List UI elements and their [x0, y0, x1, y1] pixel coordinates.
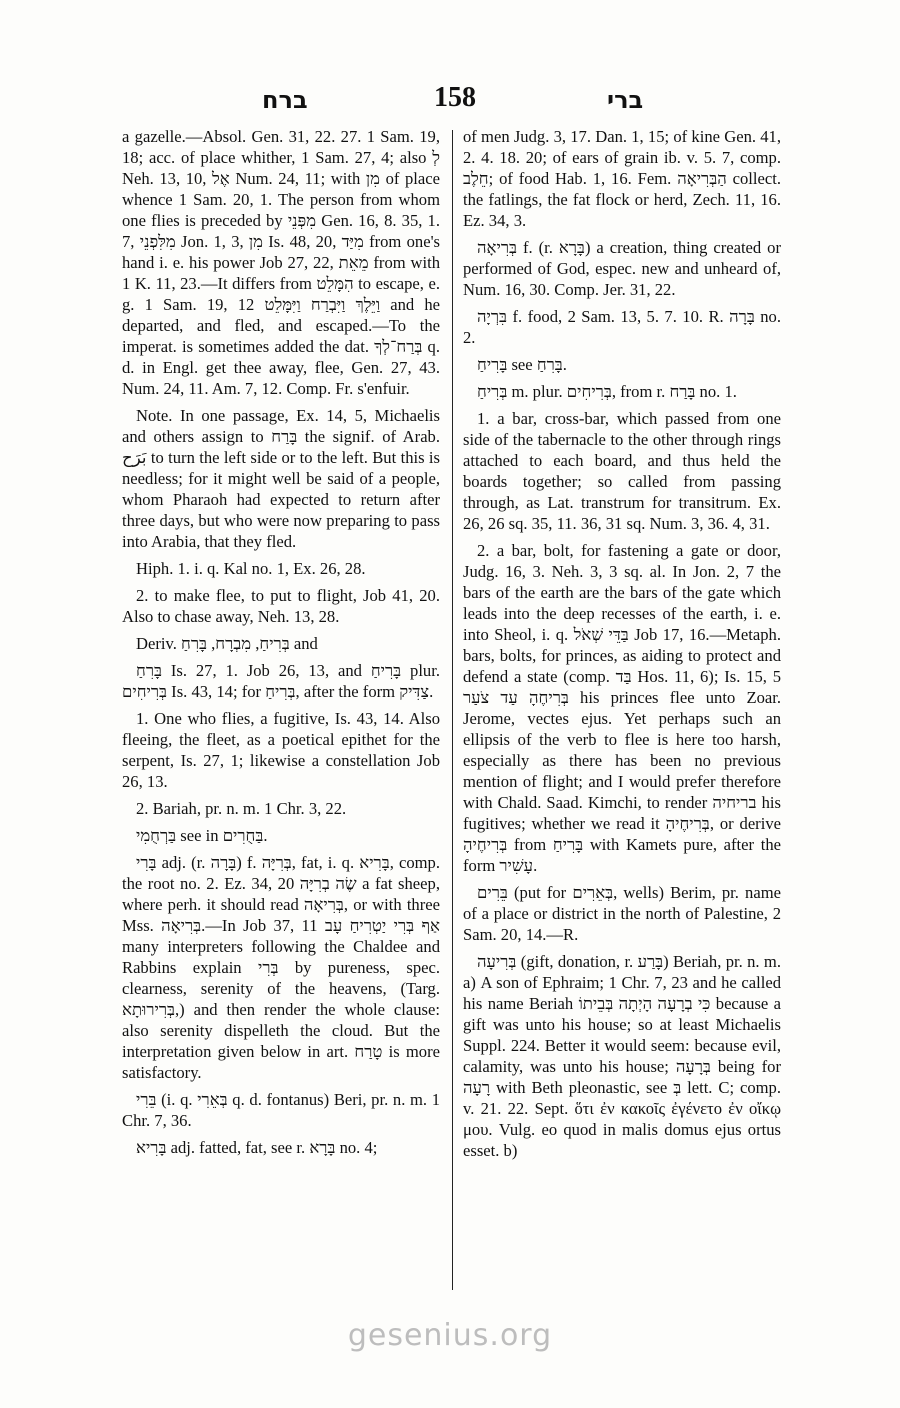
- entry-paragraph: 1. a bar, cross-bar, which passed from one side of the tabernacle to the other through rings attached to each board, and thus held the boards together; so called from passing through, as Lat. transtrum for transitrum. Ex. 26, 26 sq. 35, 11. 36, 31 sq. Num. 3, 36. 4, 31.: [463, 409, 781, 533]
- entry-paragraph: בִּרְיָה f. food, 2 Sam. 13, 5. 7. 10. R. בָּרָה no. 2.: [463, 307, 781, 347]
- entry-paragraph: בְּרִיעָה (gift, donation, r. בָּרַע) Beriah, pr. n. m. a) A son of Ephraim; 1 Chr. 7, 23 and he called his name Beriah כִּי בְרָעָה הָיְתָה בְּבֵיתוֹ because a gift was unto his house; so at least Michaelis Suppl. 224. Better it would seem: because evil, calamity, was unto his house; בְּרָעָה being for רָעָה with Beth pleonastic, see בְּ lett. C; comp. v. 21. 22. Sept. ὅτι ἐν κακοῖς ἐγένετο ἐν οἴκῳ μου. Vulg. eo quod in malis domus ejus ortus esset. b): [463, 952, 782, 1160]
- entry-paragraph: בְּרִיאָה f. (r. בָּרָא) a creation, thing created or performed of God, espec. new and unheard of, Num. 16, 30. Comp. Jer. 31, 22.: [463, 238, 781, 299]
- entry-paragraph: בָּרִי adj. (r. בָּרָה) f. בְּרִיָּה, fat, i. q. בָּרִיא, comp. the root no. 2. Ez. 34, 20 שֶׂה בְרִיָּה a fat sheep, where perh. it should read בְּרִיאָה, or with three Mss. בְּרִיאָה.—In Job 37, 11 אַף בְּרִי יַטְרִיחַ עָב many interpreters following the Chaldee and Rabbins explain בְּרִי by pureness, spec. clearness, serenity of the heavens, (Targ. בְּרִירוּתָא,) and then render the whole clause: also serenity dispelleth the cloud. But the interpretation given below in art. טָרַח is more satisfactory.: [122, 853, 441, 1082]
- column-divider: [452, 130, 453, 1290]
- entry-paragraph: 2. to make flee, to put to flight, Job 41, 20. Also to chase away, Neh. 13, 28.: [122, 586, 440, 626]
- entry-paragraph: a gazelle.—Absol. Gen. 31, 22. 27. 1 Sam. 19, 18; acc. of place whither, 1 Sam. 27, 4; also לְ Neh. 13, 10, אֶל Num. 24, 11; with מִן of place whence 1 Sam. 20, 1. The person from whom one flies is preceded by מִפְּנֵי Gen. 16, 8. 35, 1. 7, מִלִּפְנֵי Jon. 1, 3, מִן Is. 48, 20, מִיַּד from one's hand i. e. his power Job 27, 22, מֵאֵת from with 1 K. 11, 23.—It differs from הִמָּלֵט to escape, e. g. 1 Sam. 19, 12 וַיֵּלֶךְ וַיִּבְרַח וַיִּמָּלֵט and he departed, and fled, and escaped.—To the imperat. is sometimes added the dat. בְּרַח־לְךָ q. d. in Engl. get thee away, flee, Gen. 27, 43. Num. 24, 11. Am. 7, 12. Comp. Fr. s'enfuir.: [122, 127, 441, 398]
- watermark: gesenius.org: [347, 1318, 553, 1353]
- header-left-word: ברח: [262, 86, 308, 114]
- header-right-word: ברי: [607, 86, 644, 114]
- entry-paragraph: 2. Bariah, pr. n. m. 1 Chr. 3, 22.: [136, 799, 347, 818]
- entry-paragraph: בַּרְחֻמִי see in בַּחֻרִים.: [136, 826, 268, 845]
- entry-paragraph: בָּרִחַ Is. 27, 1. Job 26, 13, and בָּרִיחַ plur. בְּרִיחִים Is. 43, 14; for בְּרִיחַ, after the form צַדִּיק.: [122, 661, 440, 701]
- entry-paragraph: בֵּרִים (put for בְּאֵרִים, wells) Berim, pr. name of a place or district in the north of Palestine, 2 Sam. 20, 14.—R.: [463, 883, 781, 944]
- running-header: [122, 82, 782, 122]
- entry-paragraph: 1. One who flies, a fugitive, Is. 43, 14. Also fleeing, the fleet, as a poetical epithet for the serpent, Is. 27, 1; likewise a constellation Job 26, 13.: [122, 709, 440, 791]
- page-number: 158: [434, 82, 476, 113]
- entry-paragraph: of men Judg. 3, 17. Dan. 1, 15; of kine Gen. 41, 2. 4. 18. 20; of ears of grain ib. v. 5. 7, comp. חֵלֶב; of food Hab. 1, 16. Fem. הַבְּרִיאָה collect. the fatlings, the fat flock or herd, Zech. 11, 16. Ez. 34, 3.: [463, 127, 781, 230]
- entry-paragraph: בָּרִיא adj. fatted, fat, see r. בָּרָא no. 4;: [136, 1138, 378, 1157]
- note-paragraph: Note. In one passage, Ex. 14, 5, Michaelis and others assign to בָּרַח the signif. of Arab. بَرَح to turn the left side or to the left. But this is needless; for it might well be said of a people, whom Pharaoh had expected to return after three days, but who were now preparing to pass into Arabia, that they fled.: [122, 406, 440, 551]
- entry-paragraph: Deriv. בְּרִיחַ, מִבְרָח, בָּרִחַ and: [136, 634, 318, 653]
- entry-paragraph: בָּרִיחַ see בָּרִחַ.: [477, 355, 567, 374]
- entry-paragraph: בְּרִיחַ m. plur. בְּרִיחִים, from r. בָּרַח no. 1.: [477, 382, 737, 401]
- right-column: [463, 126, 781, 1167]
- entry-paragraph: בֵּרִי (i. q. בְּאֵרִי q. d. fontanus) Beri, pr. n. m. 1 Chr. 7, 36.: [122, 1090, 440, 1130]
- entry-paragraph: 2. a bar, bolt, for fastening a gate or door, Judg. 16, 3. Neh. 3, 3 sq. al. In Jon. 2, 7 the bars of the earth are the bars of the gate which leads into the deep recesses of the earth, i. e. into Sheol, i. q. בַּדֵּי שְׁאֹל Job 17, 16.—Metaph. bars, bolts, for princes, as aiding to protect and defend a state (comp. בַּד Hos. 11, 6); Is. 15, 5 בְּרִיחֶהָ עַד צֹעַר his princes flee unto Zoar. Jerome, vectes ejus. Yet perhaps such an ellipsis of the verb to flee is here too harsh, especially as there has been no previous mention of flight; and I would prefer therefore with Chald. Saad. Kimchi, to render בריחיה his fugitives; whether we read it בְּרִיחֶיהָ, or derive בְּרִיחֶיהָ from בָּרִיחַ with Kamets pure, after the form עָשִׁיר.: [463, 541, 781, 875]
- left-column: [122, 126, 440, 1164]
- entry-paragraph: Hiph. 1. i. q. Kal no. 1, Ex. 26, 28.: [136, 559, 366, 578]
